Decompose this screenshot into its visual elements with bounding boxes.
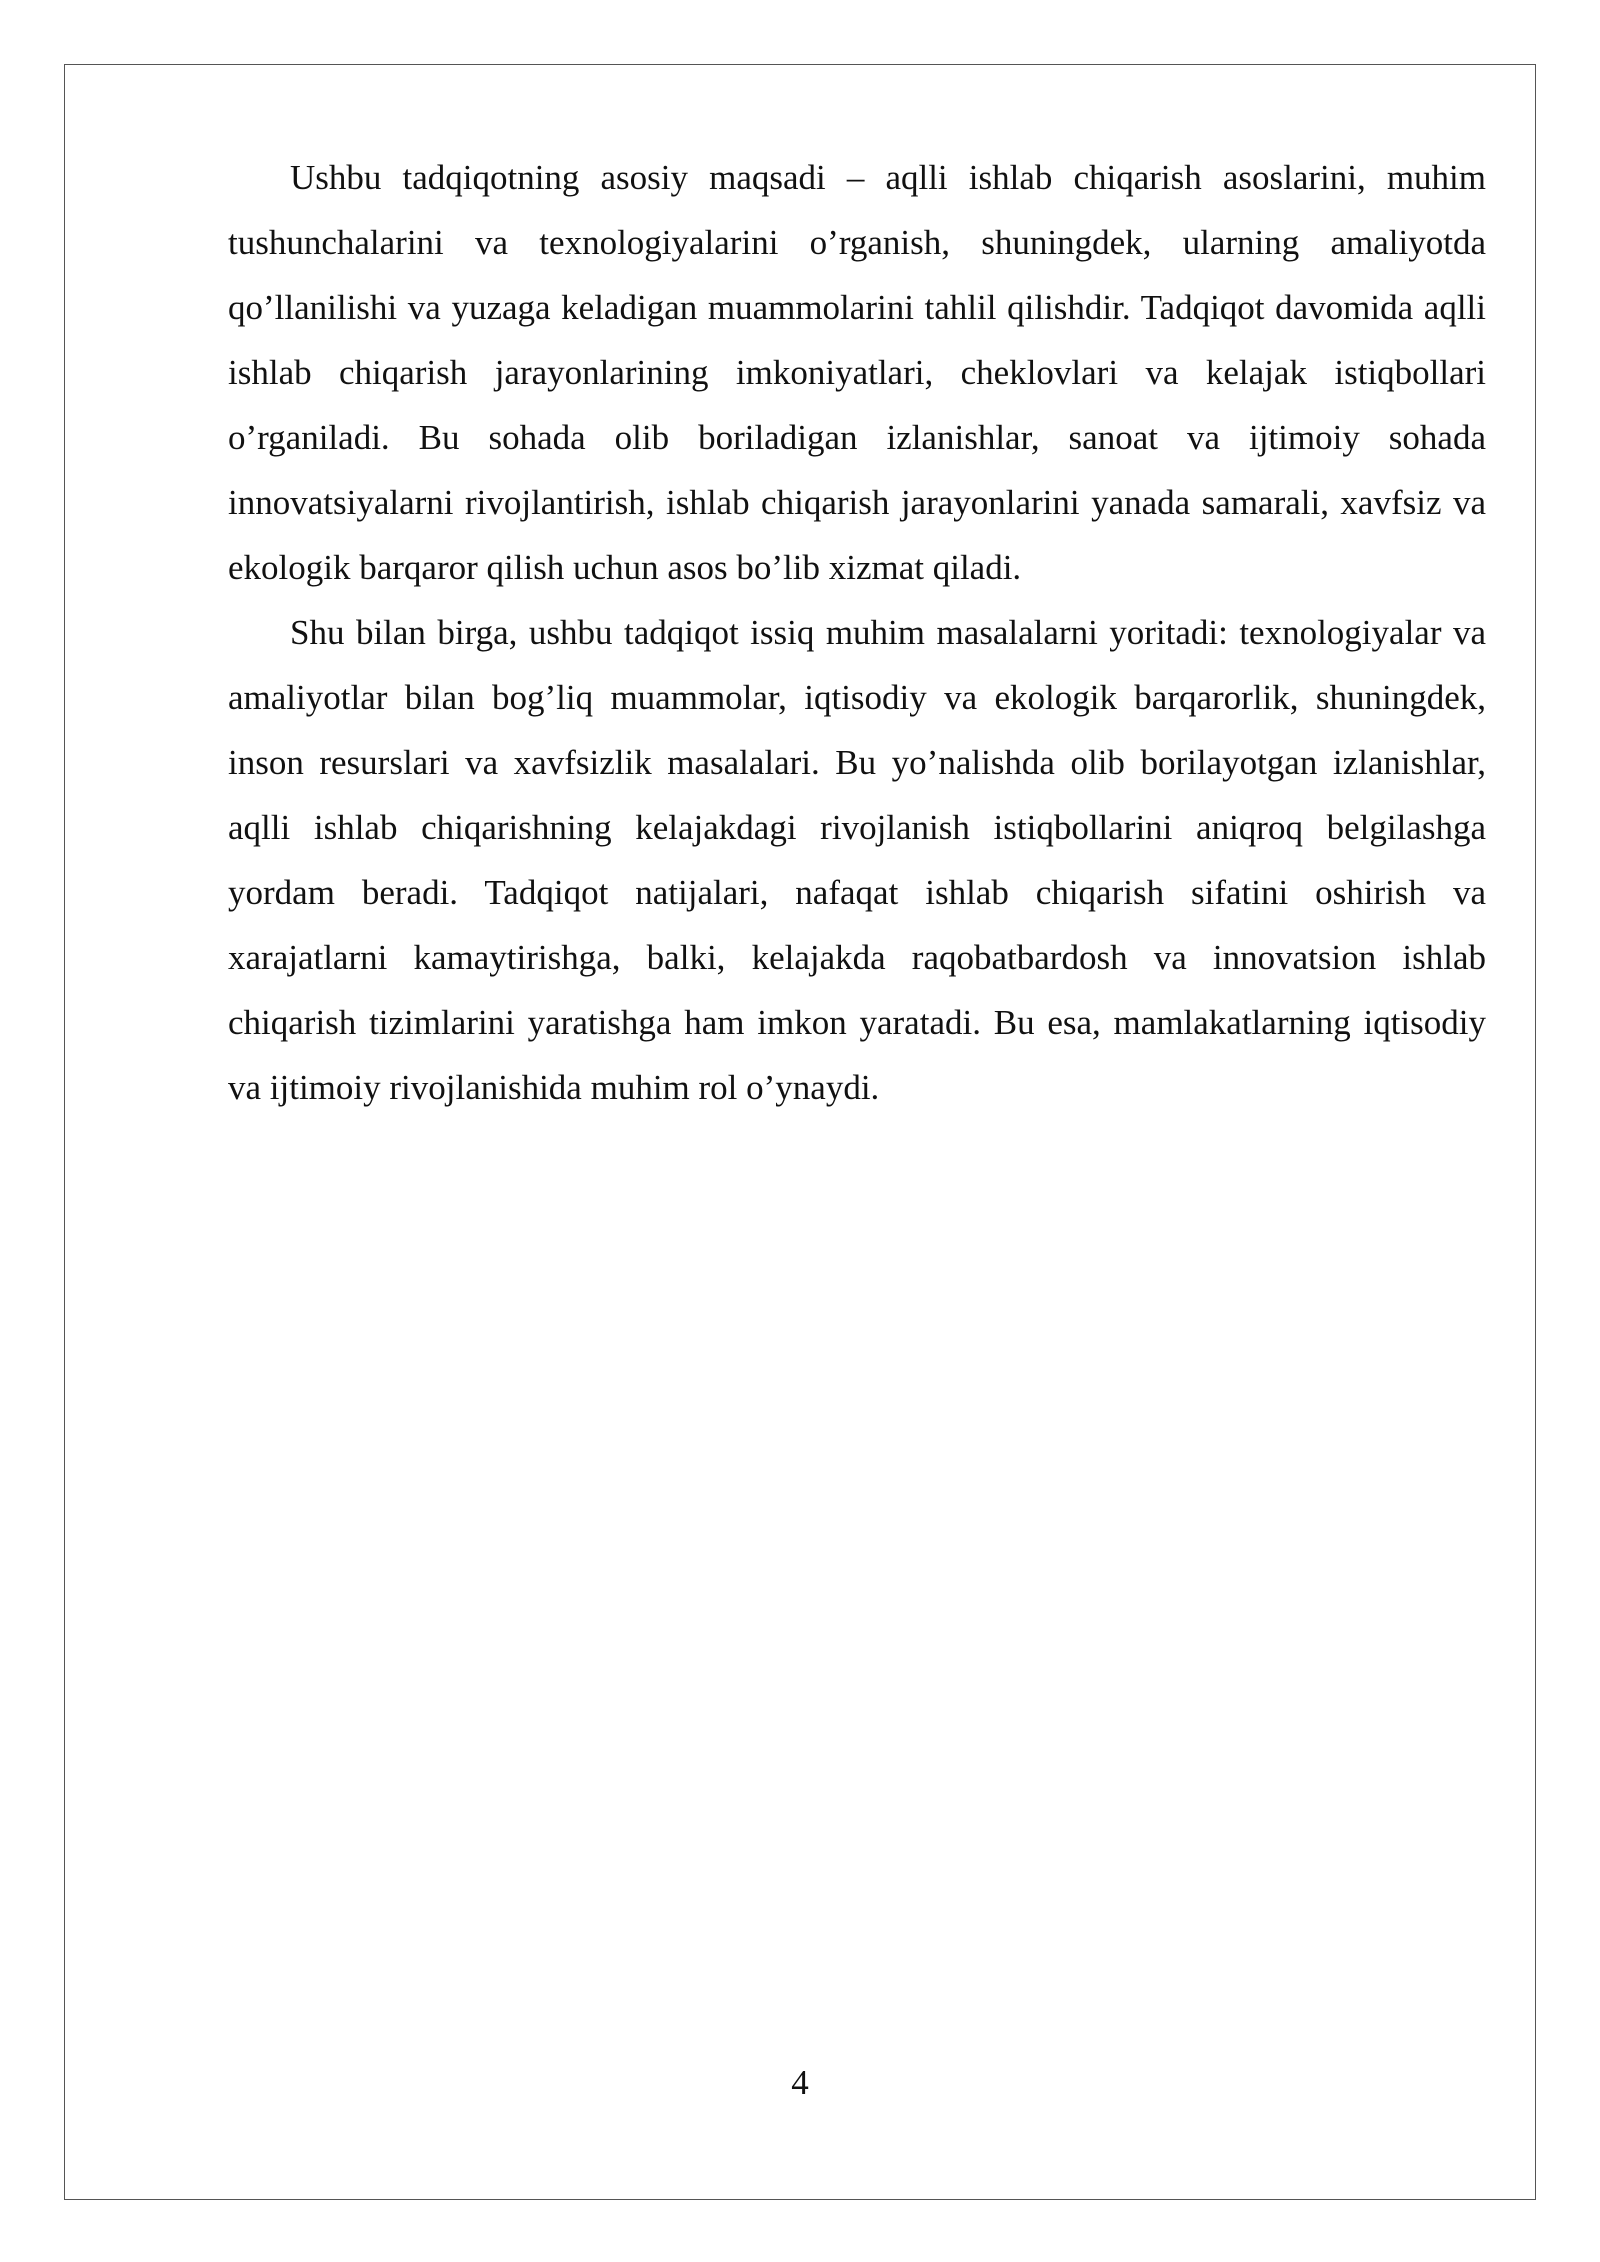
paragraph-1: Ushbu tadqiqotning asosiy maqsadi – aqlli ishlab chiqarish asoslarini, muhim tushunchalarini va texnologiyalarini o’rganish, shuningdek, ularning amaliyotda qo’llanilishi va yuzaga keladigan muammolarini tahlil qilishdir. Tadqiqot davomida aqlli ishlab chiqarish jarayonlarining imkoniyatlari, cheklovlari va kelajak istiqbollari o’rganiladi. Bu sohada olib boriladigan izlanishlar, sanoat va ijtimoiy sohada innovatsiyalarni rivojlantirish, ishlab chiqarish jarayonlarini yanada samarali, xavfsiz va ekologik barqaror qilish uchun asos bo’lib xizmat qiladi. xyxy=(228,158,1486,587)
document-body xyxy=(228,145,1486,1120)
paragraph-2: Shu bilan birga, ushbu tadqiqot issiq muhim masalalarni yoritadi: texnologiyalar va amaliyotlar bilan bog’liq muammolar, iqtisodiy va ekologik barqarorlik, shuningdek, inson resurslari va xavfsizlik masalalari. Bu yo’nalishda olib borilayotgan izlanishlar, aqlli ishlab chiqarishning kelajakdagi rivojlanish istiqbollarini aniqroq belgilashga yordam beradi. Tadqiqot natijalari, nafaqat ishlab chiqarish sifatini oshirish va xarajatlarni kamaytirishga, balki, kelajakda raqobatbardosh va innovatsion ishlab chiqarish tizimlarini yaratishga ham imkon yaratadi. Bu esa, mamlakatlarning iqtisodiy va ijtimoiy rivojlanishida muhim rol o’ynaydi. xyxy=(228,613,1486,1107)
page-number: 4 xyxy=(791,2063,809,2102)
